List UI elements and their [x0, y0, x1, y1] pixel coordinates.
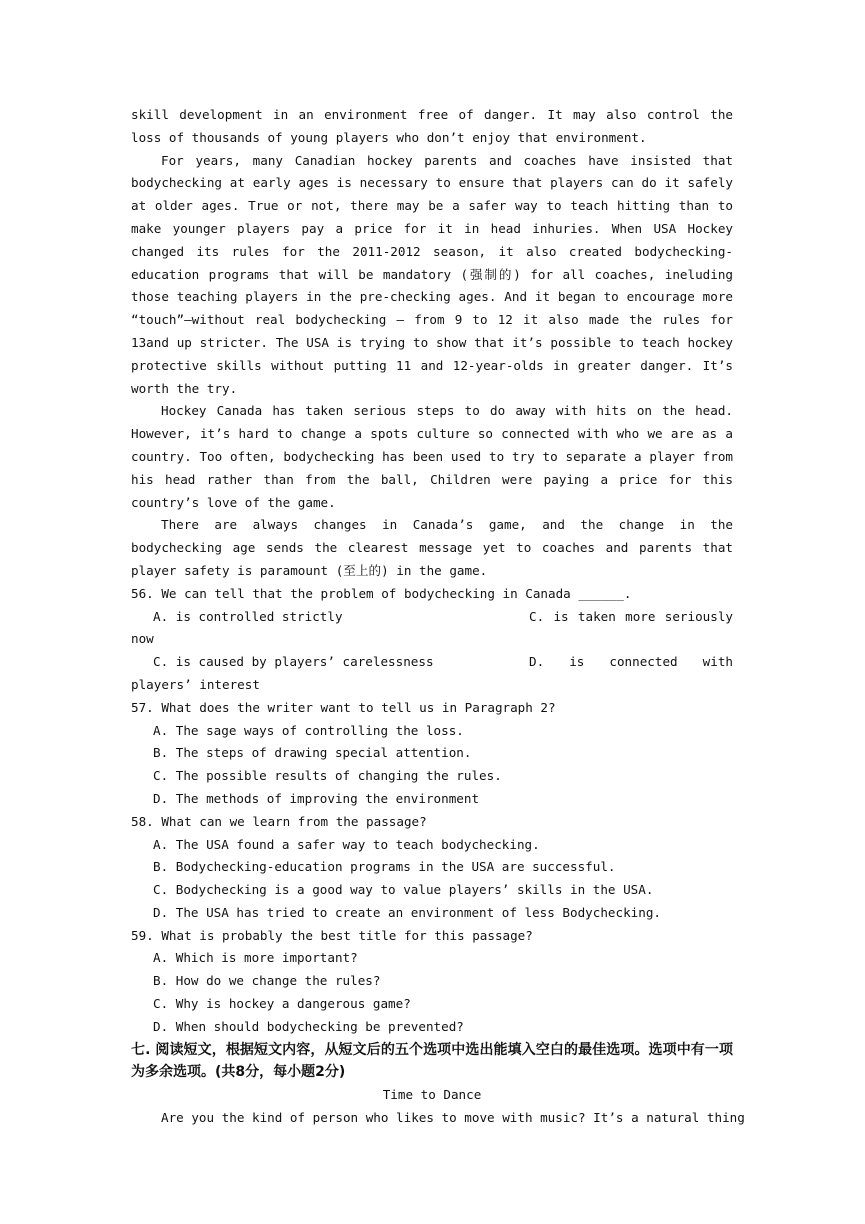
question-57: [131, 697, 733, 811]
question-58-stem: 58. What can we learn from the passage?: [131, 813, 427, 829]
question-56-row-2: [131, 651, 733, 674]
document-page: [131, 104, 745, 1130]
question-59: [131, 925, 733, 1039]
section-7-heading: 七. 阅读短文，根据短文内容，从短文后的五个选项中选出能填入空白的最佳选项。选项中有一项为多余选项。(共8分，每小题2分): [131, 1041, 733, 1081]
option-57-a: A. The sage ways of controlling the loss.: [153, 722, 464, 738]
question-56-stem: 56. We can tell that the problem of bodychecking in Canada ______.: [131, 585, 632, 601]
question-57-stem: 57. What does the writer want to tell us in Paragraph 2?: [131, 699, 556, 715]
option-59-b: B. How do we change the rules?: [153, 973, 381, 989]
option-58-d: D. The USA has tried to create an environment of less Bodychecking.: [153, 904, 661, 920]
option-57-c: C. The possible results of changing the rules.: [153, 768, 502, 784]
option-56-a: A. is controlled strictly: [153, 608, 343, 624]
option-58-a: A. The USA found a safer way to teach bodychecking.: [153, 836, 540, 852]
paragraph-2: For years, many Canadian hockey parents and coaches have insisted that bodychecking at early ages is necessary to ensure that players can do it safely at older ages. True or not, there may be a safer way to teach hitting than to make younger players pay a price for it in head inhuries. When USA Hockey changed its rules for the 2011-2012 season, it also created bodychecking-education programs that will be mandatory (强制的) for all coaches, ineluding those teaching players in the pre-checking ages. And it began to encourage more “touch”—without real bodychecking – from 9 to 12 it also made the rules for 13and up stricter. The USA is trying to show that it’s possible to teach hockey protective skills without putting 11 and 12-year-olds in greater danger. It’s worth the try.: [131, 152, 733, 396]
option-56-c-continued: now: [131, 631, 154, 647]
option-57-b: B. The steps of drawing special attention.: [153, 745, 472, 761]
option-56-d-continued: players’ interest: [131, 676, 260, 692]
option-58-c: C. Bodychecking is a good way to value players’ skills in the USA.: [153, 882, 654, 898]
question-56: [131, 583, 733, 697]
paragraph-4: There are always changes in Canada’s game, and the change in the bodychecking age sends the clearest message yet to coaches and parents that player safety is paramount (至上的) in the game.: [131, 517, 733, 578]
passage-first-line: Are you the kind of person who likes to move with music? It’s a natural thing: [161, 1110, 745, 1126]
paragraph-1: skill development in an environment free of danger. It may also control the loss of thousands of young players who don’t enjoy that environment.: [131, 107, 733, 145]
question-58: [131, 811, 733, 925]
passage-title: Time to Dance: [382, 1087, 482, 1103]
option-59-d: D. When should bodychecking be prevented?: [153, 1018, 464, 1034]
option-56-c2: C. is caused by players’ carelessness: [153, 654, 434, 670]
question-56-row-1: [131, 606, 733, 629]
option-56-d: D. is connected with: [529, 654, 733, 670]
option-59-a: A. Which is more important?: [153, 950, 358, 966]
option-58-b: B. Bodychecking-education programs in the USA are successful.: [153, 859, 616, 875]
question-59-stem: 59. What is probably the best title for this passage?: [131, 927, 533, 943]
option-59-c: C. Why is hockey a dangerous game?: [153, 996, 411, 1012]
paragraph-3: Hockey Canada has taken serious steps to do away with hits on the head. However, it’s hard to change a spots culture so connected with who we are as a country. Too often, bodychecking has been used to try to separate a player from his head rather than from the ball, Children were paying a price for this country’s love of the game.: [131, 403, 733, 510]
option-56-c: C. is taken more seriously: [529, 608, 733, 624]
option-57-d: D. The methods of improving the environment: [153, 790, 480, 806]
